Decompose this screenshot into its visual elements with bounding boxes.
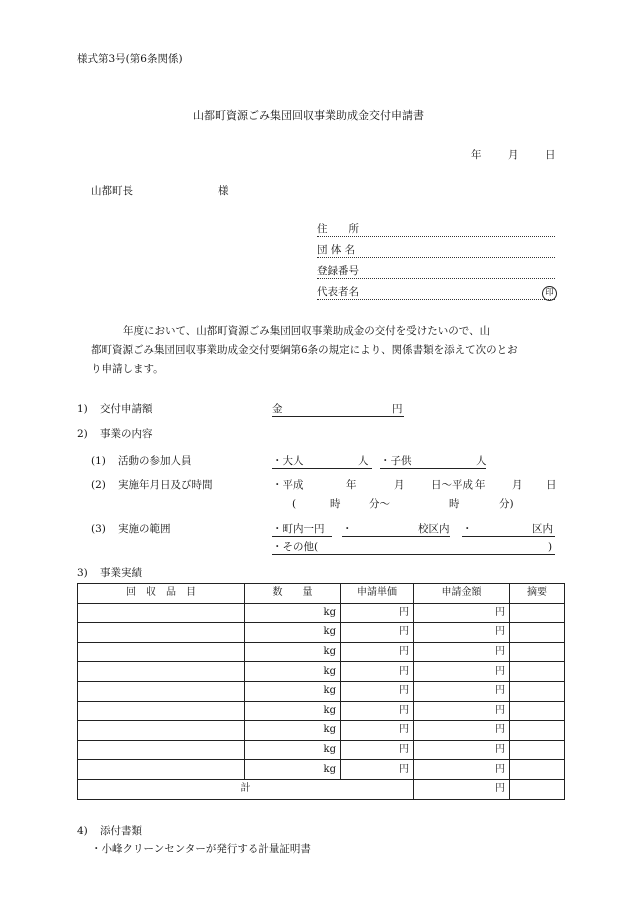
remarks-cell[interactable] (510, 642, 565, 662)
section-2-number: 2) (77, 428, 88, 440)
amount-cell[interactable]: 円 (414, 721, 510, 741)
date-time-label: 実施年月日及び時間 (118, 479, 213, 491)
time-end-min: 分) (499, 498, 514, 510)
total-remarks-cell[interactable] (510, 779, 565, 799)
adults-field[interactable] (272, 468, 372, 469)
body-line-3: り申請します。 (91, 363, 164, 375)
body-line-2: 都町資源ごみ集団回収事業助成金交付要綱第6条の規定により、関係書類を添えて次のとお (91, 344, 518, 356)
honorific: 様 (218, 185, 229, 197)
period-start: ・平成 (272, 479, 304, 491)
item-1-number: (1) (91, 455, 106, 467)
col-amount-header: 申請金額 (414, 584, 510, 604)
quantity-cell[interactable]: kg (245, 642, 341, 662)
amount-cell[interactable]: 円 (414, 740, 510, 760)
section-1-number: 1) (77, 403, 88, 415)
scope-ward-field[interactable] (462, 536, 555, 537)
table-row (78, 760, 565, 780)
scope-school-field[interactable] (342, 536, 450, 537)
item-cell[interactable] (78, 603, 245, 623)
remarks-cell[interactable] (510, 701, 565, 721)
quantity-cell[interactable]: kg (245, 760, 341, 780)
date-month[interactable]: 月 (508, 149, 519, 161)
remarks-cell[interactable] (510, 721, 565, 741)
unit-price-cell[interactable]: 円 (341, 642, 414, 662)
unit-price-cell[interactable]: 円 (341, 721, 414, 741)
registration-number-label: 登録番号 (317, 265, 359, 277)
table-header-row (78, 584, 565, 604)
unit-price-cell[interactable]: 円 (341, 740, 414, 760)
body-line-1: 年度において、山都町資源ごみ集団回収事業助成金の交付を受けたいので、山 (123, 325, 491, 337)
results-table (77, 583, 565, 800)
total-amount-cell[interactable]: 円 (414, 779, 510, 799)
item-3-number: (3) (91, 523, 106, 535)
unit-price-cell[interactable]: 円 (341, 701, 414, 721)
amount-field[interactable] (272, 416, 404, 417)
time-start-min-to: 分〜 (369, 498, 390, 510)
table-row (78, 623, 565, 643)
amount-cell[interactable]: 円 (414, 760, 510, 780)
remarks-cell[interactable] (510, 681, 565, 701)
period-start-year: 年 (346, 479, 357, 491)
period-end-day: 日 (546, 479, 557, 491)
quantity-cell[interactable]: kg (245, 662, 341, 682)
quantity-cell[interactable]: kg (245, 721, 341, 741)
table-total-row (78, 779, 565, 799)
amount-cell[interactable]: 円 (414, 662, 510, 682)
quantity-cell[interactable]: kg (245, 603, 341, 623)
period-end-year: 年 (475, 479, 486, 491)
adults-unit: 人 (358, 455, 369, 467)
item-cell[interactable] (78, 681, 245, 701)
scope-other-field[interactable] (272, 554, 555, 555)
time-end-hour: 時 (449, 498, 460, 510)
table-row (78, 721, 565, 741)
seal-icon: 印 (542, 286, 557, 301)
section-3-number: 3) (77, 567, 88, 579)
remarks-cell[interactable] (510, 623, 565, 643)
date-year[interactable]: 年 (471, 149, 482, 161)
amount-cell[interactable]: 円 (414, 642, 510, 662)
participants-label: 活動の参加人員 (118, 455, 192, 467)
scope-ward: 区内 (532, 523, 553, 535)
col-remarks-header: 摘要 (510, 584, 565, 604)
table-row (78, 740, 565, 760)
scope-other-close: ) (548, 541, 553, 553)
section-2-label: 事業の内容 (100, 428, 153, 440)
group-name-field[interactable] (317, 257, 555, 258)
addressee: 山都町長 (91, 185, 133, 197)
unit-price-cell[interactable]: 円 (341, 662, 414, 682)
section-1-label: 交付申請額 (100, 403, 153, 415)
form-number: 様式第3号(第6条関係) (77, 53, 183, 65)
quantity-cell[interactable]: kg (245, 740, 341, 760)
scope-ward-bullet: ・ (462, 523, 473, 535)
item-cell[interactable] (78, 642, 245, 662)
period-end-month: 月 (512, 479, 523, 491)
col-item-header: 回 収 品 目 (78, 584, 245, 604)
registration-number-field[interactable] (317, 278, 555, 279)
scope-other: ・その他( (272, 541, 319, 553)
period-start-month: 月 (394, 479, 405, 491)
unit-price-cell[interactable]: 円 (341, 681, 414, 701)
table-row (78, 662, 565, 682)
address-label: 住 所 (317, 223, 359, 235)
children-label: ・子供 (380, 455, 412, 467)
amount-cell[interactable]: 円 (414, 603, 510, 623)
amount-yen: 円 (392, 403, 403, 415)
group-name-label: 団 体 名 (317, 244, 356, 256)
table-row (78, 701, 565, 721)
unit-price-cell[interactable]: 円 (341, 623, 414, 643)
period-start-day-to: 日〜平成 (431, 479, 473, 491)
item-cell[interactable] (78, 740, 245, 760)
address-field[interactable] (317, 236, 555, 237)
total-label: 計 (78, 779, 414, 799)
quantity-cell[interactable]: kg (245, 623, 341, 643)
item-cell[interactable] (78, 760, 245, 780)
representative-field[interactable] (317, 299, 555, 300)
remarks-cell[interactable] (510, 603, 565, 623)
col-unit-price-header: 申請単価 (341, 584, 414, 604)
section-4-number: 4) (77, 825, 88, 837)
scope-town: ・町内一円 (272, 523, 325, 535)
section-3-label: 事業実績 (100, 567, 142, 579)
attachment-item: ・小峰クリーンセンターが発行する計量証明書 (91, 843, 311, 855)
time-start-hour: 時 (330, 498, 341, 510)
item-cell[interactable] (78, 623, 245, 643)
remarks-cell[interactable] (510, 740, 565, 760)
children-unit: 人 (476, 455, 487, 467)
document-title: 山都町資源ごみ集団回収事業助成金交付申請書 (193, 109, 424, 122)
quantity-cell[interactable]: kg (245, 701, 341, 721)
date-day[interactable]: 日 (545, 149, 556, 161)
scope-school-bullet: ・ (342, 523, 353, 535)
item-cell[interactable] (78, 701, 245, 721)
representative-label: 代表者名 (317, 286, 359, 298)
unit-price-cell[interactable]: 円 (341, 760, 414, 780)
item-cell[interactable] (78, 721, 245, 741)
unit-price-cell[interactable]: 円 (341, 603, 414, 623)
scope-school: 校区内 (418, 523, 450, 535)
scope-town-line[interactable] (272, 536, 332, 537)
item-2-number: (2) (91, 479, 106, 491)
scope-label: 実施の範囲 (118, 523, 171, 535)
children-field[interactable] (380, 468, 486, 469)
amount-cell[interactable]: 円 (414, 623, 510, 643)
remarks-cell[interactable] (510, 760, 565, 780)
col-quantity-header: 数 量 (245, 584, 341, 604)
time-open-paren: ( (292, 498, 297, 510)
amount-kin: 金 (272, 403, 283, 415)
amount-cell[interactable]: 円 (414, 701, 510, 721)
amount-cell[interactable]: 円 (414, 681, 510, 701)
quantity-cell[interactable]: kg (245, 681, 341, 701)
table-row (78, 642, 565, 662)
adults-label: ・大人 (272, 455, 304, 467)
table-row (78, 603, 565, 623)
item-cell[interactable] (78, 662, 245, 682)
table-row (78, 681, 565, 701)
remarks-cell[interactable] (510, 662, 565, 682)
section-4-label: 添付書類 (100, 825, 142, 837)
